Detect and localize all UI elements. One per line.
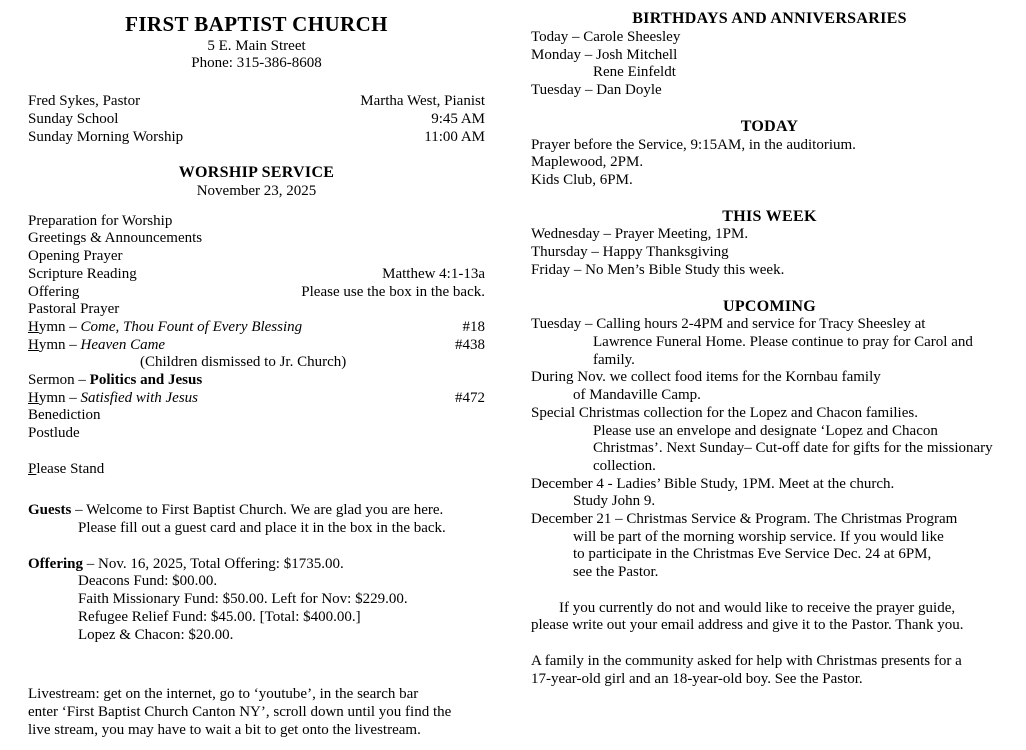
sermon-item <box>28 372 485 390</box>
spacer <box>28 201 485 213</box>
hymn-item <box>28 390 485 408</box>
guests-text: – Welcome to First Baptist Church. We are glad you are here. <box>71 502 444 519</box>
upcoming-line: During Nov. we collect food items for the Kornbau family <box>531 369 881 386</box>
today-item: Kids Club, 6PM. <box>531 171 633 188</box>
please-stand-note <box>28 461 485 479</box>
service-item <box>28 425 485 443</box>
staff-row <box>28 111 485 129</box>
guests-line-1 <box>28 502 485 520</box>
hymn-number: #472 <box>455 389 485 406</box>
today-list <box>531 137 1008 190</box>
hymn-label-and-title <box>28 390 198 408</box>
hymn-label-initial: H <box>28 318 39 335</box>
offering-line-1 <box>28 556 485 574</box>
this-week-item: Friday – No Men’s Bible Study this week. <box>531 261 785 278</box>
upcoming-line: family. <box>593 351 635 368</box>
service-item <box>28 248 485 266</box>
upcoming-list <box>531 316 1008 581</box>
staff-left: Sunday Morning Worship <box>28 128 184 145</box>
upcoming-line: Tuesday – Calling hours 2-4PM and service for Tracy Sheesley at <box>531 316 926 333</box>
hymn-title: Come, Thou Fount of Every Blessing <box>80 318 303 335</box>
hymn-item <box>28 337 485 355</box>
hymn-label-initial: H <box>28 336 39 353</box>
spacer <box>28 644 485 668</box>
service-item <box>28 284 485 302</box>
birthday-item: Monday – Josh Mitchell <box>531 46 678 63</box>
upcoming-line: December 21 – Christmas Service & Program. The Christmas Program <box>531 510 958 527</box>
service-item-label: Opening Prayer <box>28 248 123 265</box>
upcoming-line: Lawrence Funeral Home. Please continue to pray for Carol and <box>593 334 973 351</box>
livestream-line: live stream, you may have to wait a bit to get onto the livestream. <box>28 721 421 738</box>
staff-right: 9:45 AM <box>431 110 485 127</box>
hymn-label-rest: ymn – <box>38 336 81 353</box>
staff-row <box>28 129 485 147</box>
birthdays-list <box>531 29 1008 100</box>
offering-detail: Deacons Fund: $00.00. <box>78 573 218 590</box>
birthday-item: Tuesday – Dan Doyle <box>531 81 662 98</box>
birthdays-heading: BIRTHDAYS AND ANNIVERSARIES <box>632 10 907 27</box>
birthday-item: Today – Carole Sheesley <box>531 28 681 45</box>
hymn-label-and-title <box>28 319 302 337</box>
sermon-line <box>28 372 202 390</box>
spacer <box>28 668 485 686</box>
guests-line-2: Please fill out a guest card and place it in the box in the back. <box>78 520 446 537</box>
upcoming-line: Christmas’. Next Sunday– Cut-off date for gifts for the missionary <box>593 440 993 457</box>
service-item-label: Greetings & Announcements <box>28 230 203 247</box>
offering-detail: Lopez & Chacon: $20.00. <box>78 626 234 643</box>
spacer <box>531 635 1008 653</box>
left-column <box>0 0 513 739</box>
today-item: Maplewood, 2PM. <box>531 154 644 171</box>
offering-block <box>28 556 485 644</box>
upcoming-line: Special Christmas collection for the Lopez and Chacon families. <box>531 404 918 421</box>
guests-label: Guests <box>28 502 72 519</box>
today-heading: TODAY <box>740 117 799 135</box>
service-item-value: Matthew 4:1-13a <box>382 265 485 282</box>
sermon-title: Politics and Jesus <box>89 371 203 388</box>
service-item <box>28 213 485 231</box>
spacer <box>28 443 485 461</box>
church-name: FIRST BAPTIST CHURCH <box>125 12 388 36</box>
service-item <box>28 230 485 248</box>
hymn-label-and-title <box>28 337 165 355</box>
upcoming-line: to participate in the Christmas Eve Service Dec. 24 at 6PM, <box>573 546 932 563</box>
right-column <box>513 0 1026 688</box>
birthday-item: Rene Einfeldt <box>593 64 676 81</box>
staff-row <box>28 93 485 111</box>
upcoming-line: Please use an envelope and designate ‘Lopez and Chacon <box>593 422 938 439</box>
service-item <box>28 301 485 319</box>
worship-service-date: November 23, 2025 <box>196 183 317 200</box>
hymn-title: Heaven Came <box>80 336 166 353</box>
family-help-note <box>531 653 1008 688</box>
hymn-label-rest: ymn – <box>38 389 81 406</box>
spacer <box>531 100 1008 118</box>
staff-right: Martha West, Pianist <box>360 93 485 110</box>
prayer-guide-line: please write out your email address and give it to the Pastor. Thank you. <box>531 617 964 634</box>
please-stand-initial: P <box>28 460 37 477</box>
upcoming-line: December 4 - Ladies’ Bible Study, 1PM. Meet at the church. <box>531 475 895 492</box>
hymn-number: #18 <box>462 318 485 335</box>
prayer-guide-note <box>531 600 1008 635</box>
service-item <box>28 266 485 284</box>
service-item <box>28 407 485 425</box>
this-week-item: Thursday – Happy Thanksgiving <box>531 244 729 261</box>
upcoming-line: collection. <box>593 457 656 474</box>
this-week-list <box>531 226 1008 279</box>
service-item-value: Please use the box in the back. <box>301 283 485 300</box>
worship-service-heading: WORSHIP SERVICE <box>178 164 335 182</box>
livestream-block <box>28 686 485 739</box>
please-stand-rest: lease Stand <box>36 460 105 477</box>
offering-detail: Refugee Relief Fund: $45.00. [Total: $400.00.] <box>78 608 361 625</box>
upcoming-heading: UPCOMING <box>722 297 817 315</box>
upcoming-line: see the Pastor. <box>573 564 659 580</box>
staff-left: Sunday School <box>28 110 119 127</box>
this-week-item: Wednesday – Prayer Meeting, 1PM. <box>531 226 749 243</box>
hymn-label-rest: ymn – <box>38 318 81 335</box>
church-phone: Phone: 315-386-8608 <box>191 55 322 72</box>
upcoming-line: Study John 9. <box>573 493 656 510</box>
service-item-label: Postlude <box>28 425 80 442</box>
service-item-label: Offering <box>28 283 80 300</box>
spacer <box>531 190 1008 208</box>
staff-and-times <box>28 93 485 146</box>
family-help-line: A family in the community asked for help with Christmas presents for a <box>531 653 962 670</box>
livestream-line: Livestream: get on the internet, go to ‘youtube’, in the search bar <box>28 686 419 703</box>
sermon-label: Sermon – <box>28 371 90 388</box>
guests-block <box>28 502 485 537</box>
today-item: Prayer before the Service, 9:15AM, in the auditorium. <box>531 136 856 153</box>
children-dismissed-note: (Children dismissed to Jr. Church) <box>140 354 347 371</box>
hymn-title: Satisfied with Jesus <box>80 389 199 406</box>
spacer <box>28 146 485 164</box>
staff-right: 11:00 AM <box>424 128 485 145</box>
offering-detail: Faith Missionary Fund: $50.00. Left for Nov: $229.00. <box>78 591 408 608</box>
spacer <box>531 280 1008 298</box>
spacer <box>28 478 485 502</box>
staff-left: Fred Sykes, Pastor <box>28 93 141 110</box>
spacer <box>531 582 1008 600</box>
livestream-line: enter ‘First Baptist Church Canton NY’, scroll down until you find the <box>28 703 452 720</box>
hymn-label-initial: H <box>28 389 39 406</box>
offering-label: Offering <box>28 555 83 572</box>
hymn-number: #438 <box>455 336 485 353</box>
spacer <box>28 75 485 93</box>
spacer <box>28 538 485 556</box>
upcoming-line: of Mandaville Camp. <box>573 387 701 404</box>
offering-total-text: – Nov. 16, 2025, Total Offering: $1735.00. <box>82 555 344 572</box>
church-address: 5 E. Main Street <box>207 37 306 54</box>
service-item-label: Pastoral Prayer <box>28 301 120 318</box>
service-item-label: Scripture Reading <box>28 265 137 282</box>
service-item-label: Benediction <box>28 407 101 424</box>
upcoming-line: will be part of the morning worship service. If you would like <box>573 528 944 545</box>
hymn-item <box>28 319 485 337</box>
prayer-guide-line: If you currently do not and would like to receive the prayer guide, <box>559 599 956 616</box>
order-of-service <box>28 213 485 443</box>
this-week-heading: THIS WEEK <box>722 207 817 225</box>
family-help-line: 17-year-old girl and an 18-year-old boy. See the Pastor. <box>531 670 863 687</box>
service-item-label: Preparation for Worship <box>28 212 173 229</box>
